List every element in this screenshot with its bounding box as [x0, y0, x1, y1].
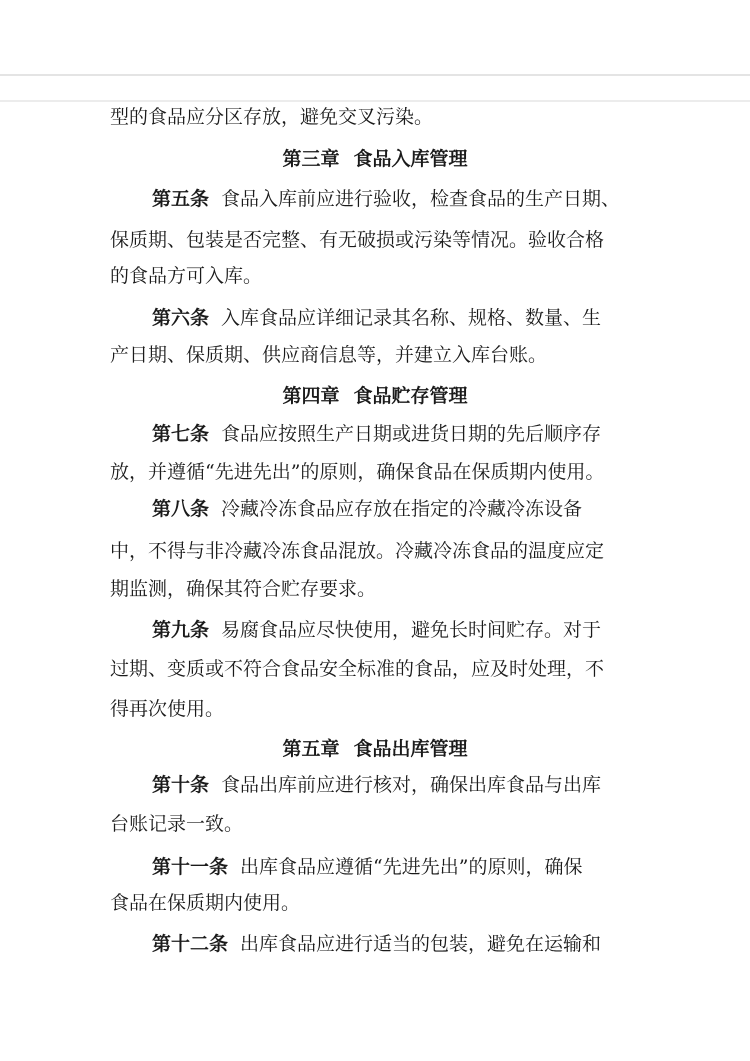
- article-title: 第十一条: [152, 856, 229, 878]
- article-7-line-1: [152, 422, 601, 446]
- article-text: 冷藏冷冻食品应存放在指定的冷藏冷冻设备: [221, 498, 583, 520]
- article-8-line-3: 期监测，确保其符合贮存要求。: [110, 578, 377, 600]
- article-text: 食品应按照生产日期或进货日期的先后顺序存: [221, 423, 602, 445]
- paragraph-line: 型的食品应分区存放，避免交叉污染。: [110, 106, 434, 128]
- article-8-line-2: 中，不得与非冷藏冷冻食品混放。冷藏冷冻食品的温度应定: [110, 540, 605, 562]
- article-9-line-1: [152, 618, 601, 642]
- chapter-title: 食品出库管理: [353, 738, 468, 760]
- article-6-line-2: 产日期、保质期、供应商信息等，并建立入库台账。: [110, 344, 548, 366]
- scan-artifact-line: [0, 100, 750, 102]
- article-6-line-1: [152, 306, 601, 330]
- article-10-line-1: [152, 773, 601, 797]
- chapter-heading-4: [0, 384, 750, 408]
- chapter-heading-5: [0, 737, 750, 761]
- article-7-line-2: 放，并遵循“先进先出”的原则，确保食品在保质期内使用。: [110, 461, 605, 483]
- chapter-heading-3: [0, 147, 750, 171]
- article-title: 第十二条: [152, 933, 229, 955]
- article-title: 第六条: [152, 307, 210, 329]
- article-text: 食品入库前应进行验收，检查食品的生产日期、: [221, 188, 621, 210]
- article-text: 食品出库前应进行核对，确保出库食品与出库: [221, 774, 602, 796]
- article-5-line-1: [152, 187, 620, 211]
- chapter-number: 第五章: [282, 738, 340, 760]
- article-title: 第八条: [152, 498, 210, 520]
- article-9-line-3: 得再次使用。: [110, 698, 225, 720]
- chapter-number: 第四章: [282, 385, 340, 407]
- article-12-line-1: [152, 932, 601, 956]
- article-title: 第七条: [152, 423, 210, 445]
- article-8-line-1: [152, 497, 582, 521]
- article-text: 入库食品应详细记录其名称、规格、数量、生: [221, 307, 602, 329]
- article-title: 第十条: [152, 774, 210, 796]
- chapter-title: 食品入库管理: [353, 148, 468, 170]
- article-11-line-2: 食品在保质期内使用。: [110, 892, 301, 914]
- article-9-line-2: 过期、变质或不符合食品安全标准的食品，应及时处理，不: [110, 658, 605, 680]
- article-text: 出库食品应遵循“先进先出”的原则，确保: [240, 856, 583, 878]
- article-11-line-1: [152, 855, 582, 879]
- article-title: 第九条: [152, 619, 210, 641]
- scan-artifact-line: [0, 74, 750, 76]
- article-title: 第五条: [152, 188, 210, 210]
- article-5-line-2: 保质期、包装是否完整、有无破损或污染等情况。验收合格: [110, 229, 605, 251]
- chapter-title: 食品贮存管理: [353, 385, 468, 407]
- article-text: 出库食品应进行适当的包装，避免在运输和: [240, 933, 602, 955]
- article-text: 易腐食品应尽快使用，避免长时间贮存。对于: [221, 619, 602, 641]
- article-10-line-2: 台账记录一致。: [110, 813, 244, 835]
- chapter-number: 第三章: [282, 148, 340, 170]
- article-5-line-3: 的食品方可入库。: [110, 265, 263, 287]
